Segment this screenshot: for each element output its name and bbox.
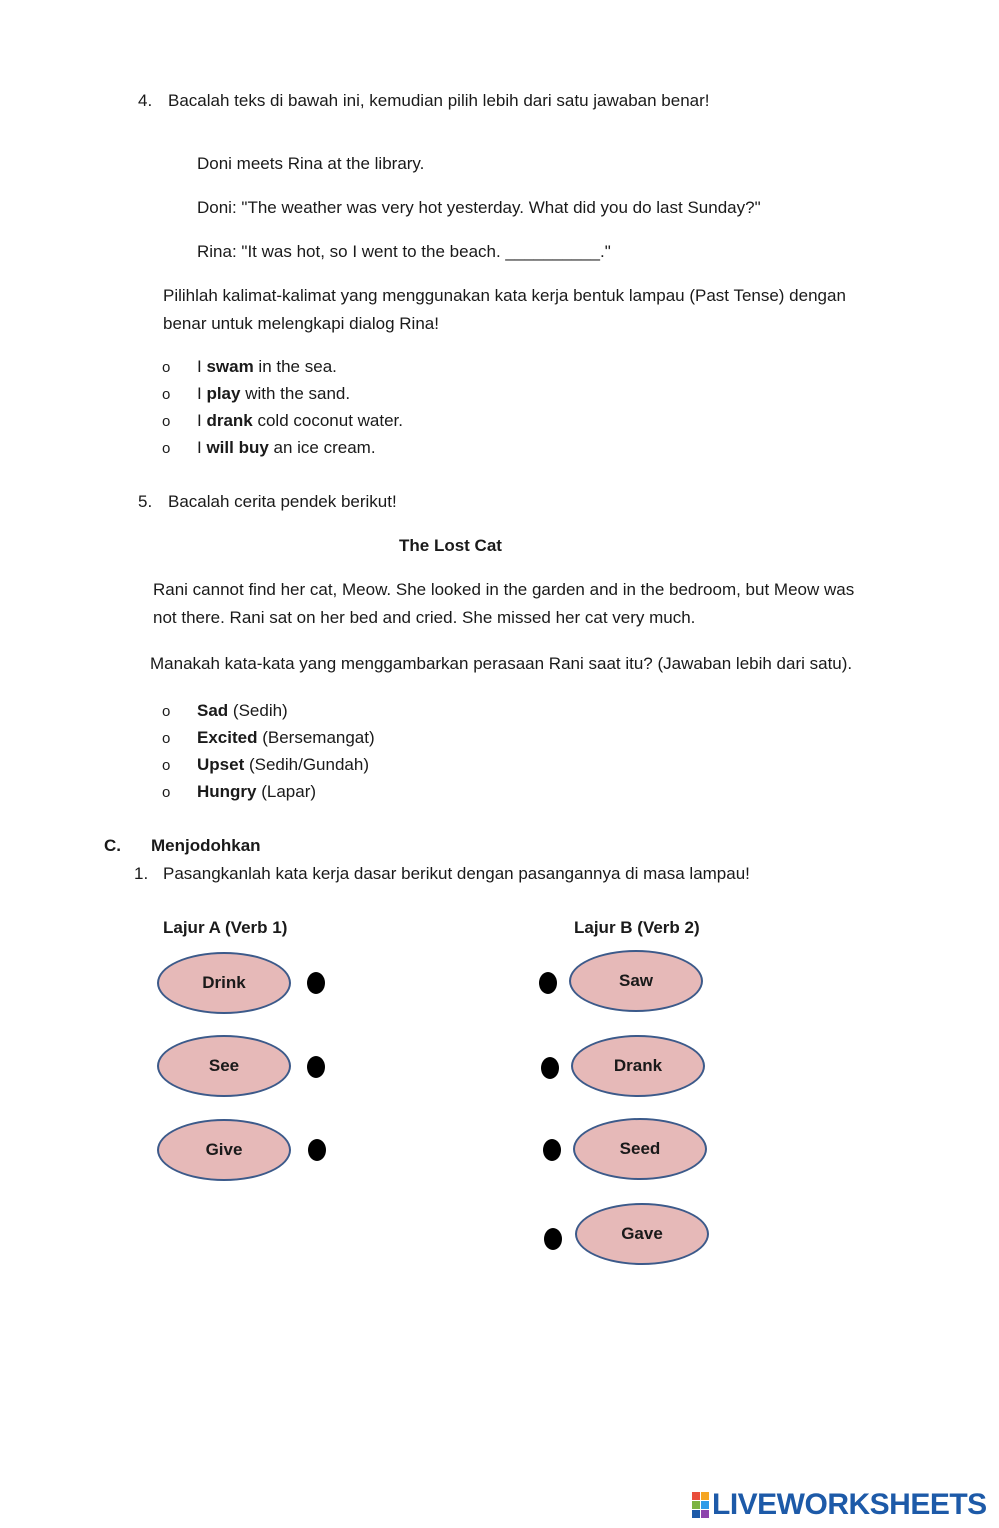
match-dot-b1[interactable]: [539, 972, 557, 994]
option-text-pre: I: [197, 411, 207, 430]
q5-question: Manakah kata-kata yang menggambarkan perasaan Rani saat itu? (Jawaban lebih dari satu).: [150, 654, 853, 673]
verb2-drank-oval: Drank: [571, 1035, 705, 1097]
logo-square: [701, 1510, 709, 1518]
radio-bullet-icon[interactable]: o: [162, 359, 171, 376]
option-text-pre: I: [197, 438, 207, 457]
match-dot-b3[interactable]: [543, 1139, 561, 1161]
match-dot-a2[interactable]: [307, 1056, 325, 1078]
logo-text: LIVEWORKSHEETS: [712, 1488, 987, 1521]
q5-number: 5.: [138, 492, 153, 511]
q5-instruction: Bacalah cerita pendek berikut!: [168, 492, 397, 511]
option-text-bold: will buy: [206, 438, 269, 457]
column-a-title: Lajur A (Verb 1): [163, 918, 288, 937]
option-text-bold: Hungry: [197, 782, 257, 801]
logo-square: [701, 1492, 709, 1500]
match-dot-a3[interactable]: [308, 1139, 326, 1161]
radio-bullet-icon[interactable]: o: [162, 413, 171, 430]
option-text-post: (Lapar): [256, 782, 317, 801]
radio-bullet-icon[interactable]: o: [162, 757, 171, 774]
option-text-bold: play: [206, 384, 241, 403]
verb1-give-oval: Give: [157, 1119, 291, 1181]
story-text: Rani cannot find her cat, Meow. She looked in the garden and in the bedroom, but Meow was not there. Rani sat on her bed and cried. She missed her cat very much.: [153, 580, 855, 627]
logo-square: [701, 1501, 709, 1509]
q4-instruction: Bacalah teks di bawah ini, kemudian pilih lebih dari satu jawaban benar!: [168, 91, 710, 110]
match-dot-a1[interactable]: [307, 972, 325, 994]
option-text-post: an ice cream.: [268, 438, 376, 457]
logo-grid-icon: [692, 1492, 709, 1518]
logo-square: [692, 1510, 700, 1518]
liveworksheets-logo: [692, 1488, 987, 1522]
option-text-post: (Bersemangat): [257, 728, 375, 747]
q4-dialog-line-3: Rina: "It was hot, so I went to the beach. __________.": [197, 242, 611, 261]
story-title: The Lost Cat: [399, 536, 502, 555]
q4-dialog-line-1: Doni meets Rina at the library.: [197, 154, 425, 173]
logo-square: [692, 1492, 700, 1500]
verb1-see-oval: See: [157, 1035, 291, 1097]
radio-bullet-icon[interactable]: o: [162, 386, 171, 403]
section-c-instruction: Pasangkanlah kata kerja dasar berikut dengan pasangannya di masa lampau!: [163, 864, 750, 883]
logo-square: [692, 1501, 700, 1509]
section-c-letter: C.: [104, 836, 121, 855]
q4-dialog-line-2: Doni: "The weather was very hot yesterday. What did you do last Sunday?": [197, 198, 761, 217]
option-text-post: (Sedih): [228, 701, 288, 720]
option-text-bold: drank: [206, 411, 253, 430]
q4-question: Pilihlah kalimat-kalimat yang menggunakan kata kerja bentuk lampau (Past Tense) dengan benar untuk melengkapi dialog Rina!: [163, 286, 846, 333]
option-text-bold: swam: [206, 357, 254, 376]
option-text-post: cold coconut water.: [252, 411, 404, 430]
option-text-post: with the sand.: [240, 384, 351, 403]
radio-bullet-icon[interactable]: o: [162, 440, 171, 457]
option-text-pre: I: [197, 384, 207, 403]
option-text-bold: Sad: [197, 701, 229, 720]
radio-bullet-icon[interactable]: o: [162, 730, 171, 747]
verb2-saw-oval: Saw: [569, 950, 703, 1012]
option-text-pre: I: [197, 357, 207, 376]
match-dot-b4[interactable]: [544, 1228, 562, 1250]
column-b-title: Lajur B (Verb 2): [574, 918, 700, 937]
radio-bullet-icon[interactable]: o: [162, 703, 171, 720]
option-text-bold: Excited: [197, 728, 258, 747]
match-dot-b2[interactable]: [541, 1057, 559, 1079]
q4-number: 4.: [138, 91, 153, 110]
verb2-gave-oval: Gave: [575, 1203, 709, 1265]
verb2-seed-oval: Seed: [573, 1118, 707, 1180]
verb1-drink-oval: Drink: [157, 952, 291, 1014]
radio-bullet-icon[interactable]: o: [162, 784, 171, 801]
option-text-bold: Upset: [197, 755, 245, 774]
option-text-post: in the sea.: [253, 357, 337, 376]
section-c-item-number: 1.: [134, 864, 149, 883]
section-c-title: Menjodohkan: [151, 836, 261, 855]
option-text-post: (Sedih/Gundah): [244, 755, 369, 774]
